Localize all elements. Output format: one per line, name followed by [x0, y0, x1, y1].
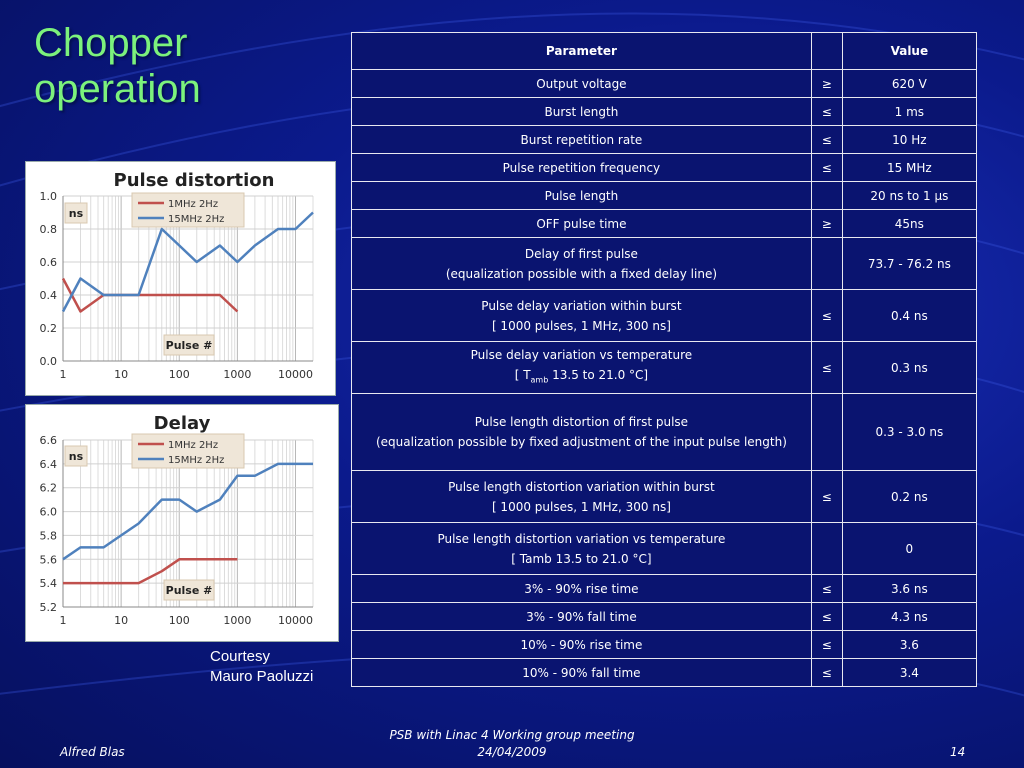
param-line2-pre: [ T: [514, 367, 531, 382]
param-cell: Burst length: [352, 98, 812, 126]
legend-label: 15MHz 2Hz: [168, 214, 225, 225]
param-line2-post: 13.5 to 21.0 °C]: [548, 367, 649, 382]
courtesy-line1: Courtesy: [210, 648, 271, 665]
y-tick-label: 5.6: [39, 553, 57, 567]
header-value: Value: [842, 33, 976, 70]
param-line2-sub: amb: [530, 375, 549, 385]
table-row: [352, 182, 977, 210]
slide-title-line1: Chopper: [34, 21, 188, 65]
value-cell: 10 Hz: [842, 126, 976, 154]
param-cell: 10% - 90% rise time: [352, 631, 812, 659]
table-row: [352, 98, 977, 126]
value-cell: 0.3 - 3.0 ns: [842, 394, 976, 471]
relation-cell: ≤: [811, 471, 842, 523]
slide-title: [34, 20, 334, 112]
x-tick-label: 100: [168, 614, 190, 627]
relation-cell: ≤: [811, 290, 842, 342]
relation-cell: ≤: [811, 154, 842, 182]
param-cell: Pulse repetition frequency: [352, 154, 812, 182]
value-cell: 73.7 - 76.2 ns: [842, 238, 976, 290]
table-row: [352, 394, 977, 471]
y-tick-label: 6.2: [39, 481, 57, 495]
param-cell: OFF pulse time: [352, 210, 812, 238]
x-tick-label: 100: [168, 368, 190, 381]
parameter-table: [351, 32, 977, 687]
table-row: [352, 290, 977, 342]
x-tick-label: 1: [59, 614, 67, 627]
legend-label: 15MHz 2Hz: [168, 455, 225, 466]
footer-meeting: [362, 727, 662, 761]
relation-cell: ≤: [811, 126, 842, 154]
table-row: [352, 126, 977, 154]
y-tick-label: 0.2: [39, 322, 57, 335]
relation-cell: [811, 523, 842, 575]
value-cell: 4.3 ns: [842, 603, 976, 631]
value-cell: 0.2 ns: [842, 471, 976, 523]
param-line1: Pulse length distortion variation vs temperature: [437, 531, 726, 546]
header-relation: [811, 33, 842, 70]
y-tick-label: 6.6: [39, 434, 57, 447]
legend-label: 1MHz 2Hz: [168, 199, 219, 210]
legend-label: 1MHz 2Hz: [168, 440, 219, 451]
footer-meeting-name: PSB with Linac 4 Working group meeting: [389, 728, 635, 742]
table-row: [352, 342, 977, 394]
relation-cell: ≥: [811, 210, 842, 238]
relation-cell: [811, 182, 842, 210]
y-tick-label: 6.4: [39, 457, 57, 471]
param-line2: [ 1000 pulses, 1 MHz, 300 ns]: [491, 318, 671, 333]
x-tick-label: 10: [114, 614, 129, 627]
value-cell: 3.6 ns: [842, 575, 976, 603]
param-cell: [352, 290, 812, 342]
y-tick-label: 0.6: [39, 256, 57, 269]
y-tick-label: 5.2: [39, 601, 57, 614]
delay-chart-svg: [26, 405, 338, 641]
param-line2: (equalization possible by fixed adjustment of the input pulse length): [375, 435, 787, 449]
chart-title: Pulse distortion: [113, 170, 275, 191]
param-line1: Pulse length distortion of first pulse: [474, 415, 689, 429]
param-cell: [352, 394, 812, 471]
courtesy-line2: Mauro Paoluzzi: [210, 668, 314, 685]
value-cell: 3.4: [842, 659, 976, 687]
relation-cell: [811, 394, 842, 471]
footer-date: 24/04/2009: [477, 745, 547, 759]
pulse-distortion-chart-svg: [26, 162, 335, 395]
courtesy-note: [210, 647, 313, 687]
y-tick-label: 6.0: [39, 505, 57, 519]
param-line2: [ 1000 pulses, 1 MHz, 300 ns]: [491, 499, 671, 514]
value-cell: 620 V: [842, 70, 976, 98]
relation-cell: ≤: [811, 659, 842, 687]
param-cell: Burst repetition rate: [352, 126, 812, 154]
table-row: [352, 210, 977, 238]
chart-title: Delay: [153, 413, 211, 434]
value-cell: 45ns: [842, 210, 976, 238]
param-cell: 3% - 90% rise time: [352, 575, 812, 603]
param-line1: Pulse delay variation vs temperature: [470, 347, 693, 362]
relation-cell: [811, 238, 842, 290]
delay-chart: [25, 404, 339, 642]
value-cell: 15 MHz: [842, 154, 976, 182]
table-row: [352, 575, 977, 603]
table-row: [352, 154, 977, 182]
y-tick-label: 1.0: [39, 190, 57, 203]
param-cell: 10% - 90% fall time: [352, 659, 812, 687]
value-cell: 1 ms: [842, 98, 976, 126]
value-cell: 0: [842, 523, 976, 575]
param-line2: (equalization possible with a fixed delay line): [445, 266, 718, 281]
relation-cell: ≤: [811, 631, 842, 659]
param-line1: Delay of first pulse: [524, 246, 638, 261]
table-row: [352, 238, 977, 290]
param-line1: Pulse length distortion variation within burst: [448, 479, 715, 494]
table-row: [352, 471, 977, 523]
y-tick-label: 5.8: [39, 529, 57, 543]
x-tick-label: 1000: [223, 614, 252, 627]
y-tick-label: 0.8: [39, 223, 57, 236]
footer-author: Alfred Blas: [60, 745, 125, 759]
x-tick-label: 10000: [278, 368, 314, 381]
table-row: [352, 631, 977, 659]
x-tick-label: 1: [59, 368, 67, 381]
unit-label: ns: [68, 450, 84, 463]
param-cell: [352, 342, 812, 394]
x-annotation: Pulse #: [165, 339, 213, 352]
pulse-distortion-chart: [25, 161, 336, 396]
param-line2: [356, 365, 807, 390]
page-number: 14: [950, 745, 966, 759]
x-tick-label: 10: [114, 368, 129, 381]
param-cell: Pulse length: [352, 182, 812, 210]
param-cell: 3% - 90% fall time: [352, 603, 812, 631]
table-row: [352, 70, 977, 98]
value-cell: 0.4 ns: [842, 290, 976, 342]
param-cell: [352, 238, 812, 290]
param-line2: [ Tamb 13.5 to 21.0 °C]: [511, 551, 652, 566]
y-tick-label: 0.4: [39, 289, 57, 302]
unit-label: ns: [68, 207, 84, 220]
value-cell: 3.6: [842, 631, 976, 659]
x-annotation: Pulse #: [165, 584, 213, 597]
relation-cell: ≤: [811, 98, 842, 126]
table-row: [352, 659, 977, 687]
relation-cell: ≤: [811, 342, 842, 394]
relation-cell: ≥: [811, 70, 842, 98]
relation-cell: ≤: [811, 575, 842, 603]
table-row: [352, 523, 977, 575]
value-cell: 0.3 ns: [842, 342, 976, 394]
param-cell: [352, 471, 812, 523]
x-tick-label: 10000: [278, 614, 314, 627]
relation-cell: ≤: [811, 603, 842, 631]
slide-title-line2: operation: [34, 67, 201, 111]
table-header-row: [352, 33, 977, 70]
y-tick-label: 5.4: [39, 577, 57, 591]
y-tick-label: 0.0: [39, 355, 57, 368]
param-cell: Output voltage: [352, 70, 812, 98]
x-tick-label: 1000: [223, 368, 252, 381]
table-row: [352, 603, 977, 631]
header-parameter: Parameter: [352, 33, 812, 70]
value-cell: 20 ns to 1 µs: [842, 182, 976, 210]
param-cell: [352, 523, 812, 575]
param-line1: Pulse delay variation within burst: [481, 298, 682, 313]
